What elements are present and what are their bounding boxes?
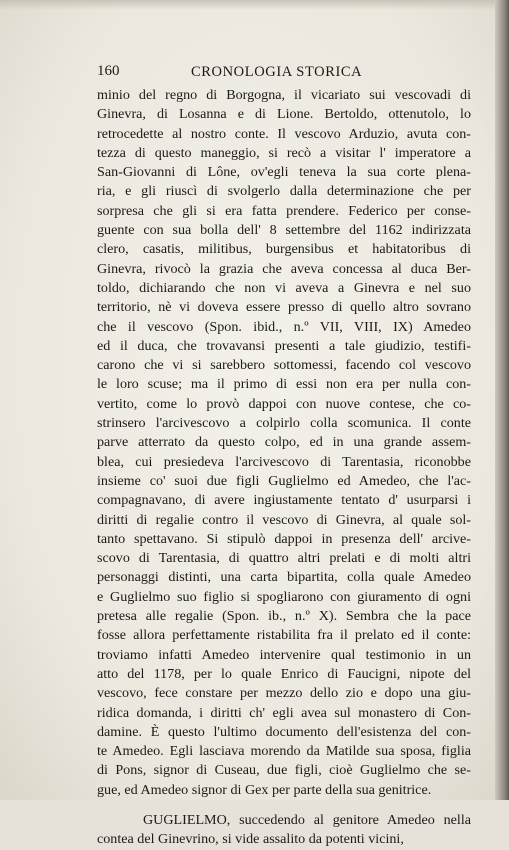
- text-line: tezza di questo maneggio, si recò a visitar l' imperatore a: [97, 144, 471, 161]
- text-line: insieme co' suoi due figli Guglielmo ed Amedeo, che l'ac-: [97, 472, 471, 489]
- text-line: territorio, nè vi doveva essere presso di quello altro sovrano: [97, 299, 471, 316]
- text-line: te Amedeo. Egli lasciava morendo da Matilde sua sposa, figlia: [97, 743, 471, 760]
- text-line: che il vescovo (Spon. ibid., n.º VII, VIII, IX) Amedeo: [97, 318, 471, 335]
- text-line: contea del Ginevrino, si vide assalito da potenti vicini,: [97, 831, 404, 848]
- paragraph-1: [97, 86, 471, 800]
- text-line: guente con sua bolla dell' 8 settembre del 1162 indirizzata: [97, 222, 471, 239]
- page-number: 160: [97, 63, 120, 79]
- text-line: damine. È questo l'ultimo documento dell'esistenza del con-: [97, 723, 471, 740]
- text-line: vescovo, fece constare per mezzo dello zio e dopo una giu-: [97, 685, 471, 702]
- text-line: parve atterrato da questo colpo, ed in una grande assem-: [97, 434, 471, 451]
- text-line: retrocedette al nostro conte. Il vescovo Arduzio, avuta con-: [97, 125, 471, 142]
- paragraph-2: [97, 811, 471, 850]
- page-header: [97, 63, 472, 85]
- text-line: atto del 1178, per lo quale Enrico di Faucigni, nipote del: [97, 665, 471, 682]
- text-line: ria, e gli riuscì di svolgerlo dalla determinazione che per: [97, 183, 471, 200]
- text-line: personaggi distinti, una carta bipartita, colla quale Amedeo: [97, 569, 471, 586]
- text-line: San-Giovanni di Lône, ov'egli teneva la sua corte plena-: [97, 164, 471, 181]
- body-text: [97, 86, 471, 850]
- text-line: ed il duca, che trovavansi presenti a tale giudizio, testifi-: [97, 337, 471, 354]
- text-line: le loro scuse; ma il primo di essi non era per nulla con-: [97, 376, 471, 393]
- running-title: CRONOLOGIA STORICA: [191, 64, 363, 80]
- text-line: di Pons, signor di Cuseau, due figli, cioè Guglielmo che se-: [97, 762, 471, 779]
- text-line: pretesa alle regalie (Spon. ib., n.º X). Sembra che la pace: [97, 608, 471, 625]
- text-line: vertito, come lo provò dappoi con nuove contese, che co-: [97, 395, 471, 412]
- text-line: diritti di regalie contro il vescovo di Ginevra, al quale sol-: [97, 511, 471, 528]
- page-top-shadow: [0, 0, 509, 10]
- text-line: GUGLIELMO, succedendo al genitore Amedeo nella: [143, 811, 471, 828]
- text-line: Ginevra, di Losanna e di Lione. Bertoldo, ottenutolo, lo: [97, 106, 471, 123]
- text-line: blea, cui presiedeva l'arcivescovo di Tarentasia, riconobbe: [97, 453, 471, 470]
- text-line: compagnavano, di avere ingiustamente tentato d' usurparsi i: [97, 492, 471, 509]
- text-line: minio del regno di Borgogna, il vicariato sui vescovadi di: [97, 87, 471, 103]
- text-line: toldo, dichiarando che non vi aveva a Ginevra e nel suo: [97, 279, 471, 296]
- text-line: scovo di Tarentasia, di quattro altri prelati e di molti altri: [97, 550, 471, 567]
- text-line: ridica domanda, i diritti ch' egli avea sul monastero di Con-: [97, 704, 471, 721]
- text-line: clero, casatis, militibus, burgensibus et habitatoribus di: [97, 241, 471, 258]
- text-line: sorpresa che gli si era fatta prendere. Federico per conse-: [97, 202, 471, 219]
- text-line: fosse allora perfettamente ristabilita fra il prelato ed il conte:: [97, 627, 471, 644]
- text-line: strinsero l'arcivescovo a colpirlo colla scomunica. Il conte: [97, 415, 471, 432]
- text-line: gue, ed Amedeo signor di Gex per parte della sua genitrice.: [97, 781, 432, 798]
- text-line: carono che vi si sarebbero sottomessi, facendo col vescovo: [97, 357, 471, 374]
- text-line: troviamo infatti Amedeo intervenire qual testimonio in un: [97, 646, 471, 663]
- text-line: e Guglielmo suo figlio si spogliarono con giuramento di ogni: [97, 588, 471, 605]
- page-right-edge: [495, 0, 509, 800]
- text-line: Ginevra, rivocò la grazia che aveva concessa al duca Ber-: [97, 260, 471, 277]
- text-line: tanto spettavano. Si stipulò dappoi in presenza dell' arcive-: [97, 530, 471, 547]
